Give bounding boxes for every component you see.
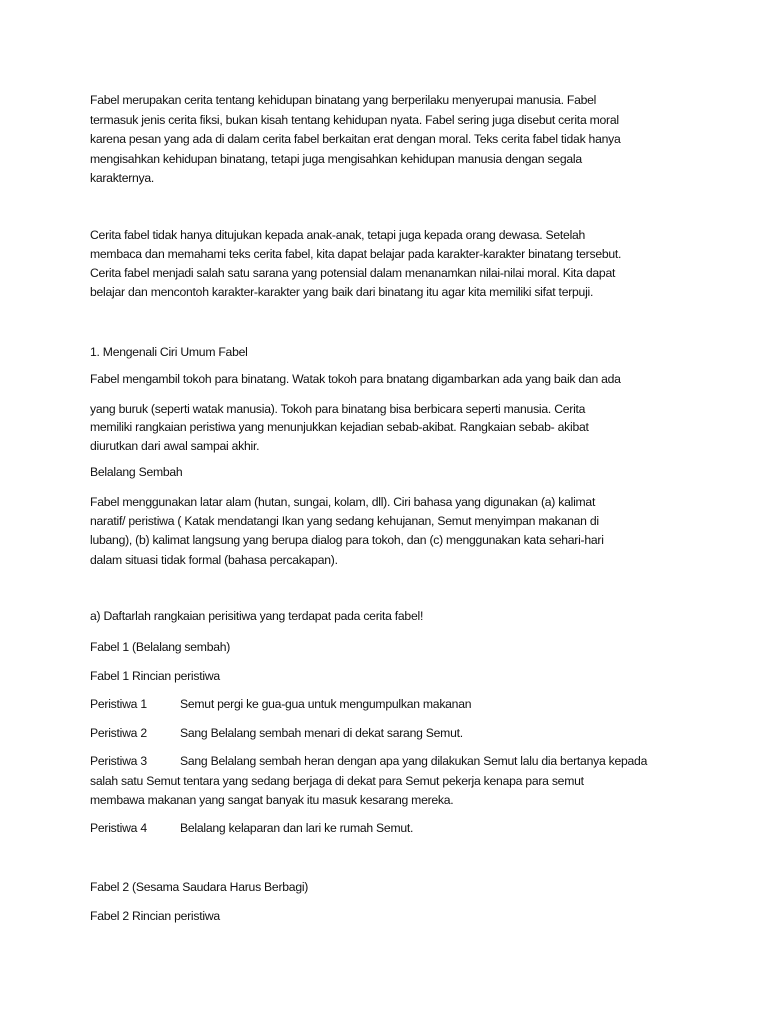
paragraph-line: lubang), (b) kalimat langsung yang berupa dialog para tokoh, dan (c) menggunakan kata sehari-hari (90, 533, 604, 547)
paragraph-line: termasuk jenis cerita fiksi, bukan kisah tentang kehidupan nyata. Fabel sering juga disebut cerita moral (90, 113, 619, 127)
event-text: Semut pergi ke gua-gua untuk mengumpulkan makanan (180, 697, 472, 711)
paragraph-line: Fabel mengambil tokoh para binatang. Watak tokoh para bnatang digambarkan ada yang baik dan ada (90, 372, 621, 386)
event-label: Peristiwa 3 (90, 754, 147, 768)
event-text-continued: salah satu Semut tentara yang sedang berjaga di dekat para Semut pekerja kenapa para semut (90, 774, 584, 788)
paragraph-line: Cerita fabel menjadi salah satu sarana yang potensial dalam menanamkan nilai-nilai moral. Kita dapat (90, 266, 616, 280)
fabel-2-title: Fabel 2 (Sesama Saudara Harus Berbagi) (90, 880, 309, 894)
event-label: Peristiwa 1 (90, 697, 147, 711)
event-text-continued: membawa makanan yang sangat banyak itu masuk kesarang mereka. (90, 793, 454, 807)
paragraph-line: naratif/ peristiwa ( Katak mendatangi Ikan yang sedang kehujanan, Semut menyimpan makanan di (90, 514, 599, 528)
paragraph-line: yang buruk (seperti watak manusia). Tokoh para binatang bisa berbicara seperti manusia. Cerita (90, 402, 586, 416)
paragraph-line: diurutkan dari awal sampai akhir. (90, 439, 260, 453)
paragraph-line: dalam situasi tidak formal (bahasa percakapan). (90, 553, 338, 567)
fabel-2-detail-heading: Fabel 2 Rincian peristiwa (90, 909, 220, 923)
event-text: Belalang kelaparan dan lari ke rumah Semut. (180, 821, 414, 835)
task-question: a) Daftarlah rangkaian perisitiwa yang terdapat pada cerita fabel! (90, 609, 424, 623)
event-label: Peristiwa 4 (90, 821, 147, 835)
paragraph-line: membaca dan memahami teks cerita fabel, kita dapat belajar pada karakter-karakter binatang tersebut. (90, 247, 622, 261)
event-text: Sang Belalang sembah heran dengan apa yang dilakukan Semut lalu dia bertanya kepada (180, 754, 648, 768)
event-label: Peristiwa 2 (90, 726, 147, 740)
paragraph-line: mengisahkan kehidupan binatang, tetapi juga mengisahkan kehidupan manusia dengan segala (90, 152, 582, 166)
paragraph-line: memiliki rangkaian peristiwa yang menunjukkan kejadian sebab-akibat. Rangkaian sebab- akibat (90, 420, 589, 434)
fabel-1-title: Fabel 1 (Belalang sembah) (90, 640, 231, 654)
section-heading: 1. Mengenali Ciri Umum Fabel (90, 345, 248, 359)
paragraph-line: Fabel menggunakan latar alam (hutan, sungai, kolam, dll). Ciri bahasa yang digunakan (a) kalimat (90, 495, 596, 509)
fabel-1-detail-heading: Fabel 1 Rincian peristiwa (90, 669, 220, 683)
paragraph-line: belajar dan mencontoh karakter-karakter yang baik dari binatang itu agar kita memiliki sifat terpuji. (90, 285, 594, 299)
paragraph-line: karena pesan yang ada di dalam cerita fabel berkaitan erat dengan moral. Teks cerita fabel tidak hanya (90, 132, 621, 146)
event-text: Sang Belalang sembah menari di dekat sarang Semut. (180, 726, 463, 740)
paragraph-line: Cerita fabel tidak hanya ditujukan kepada anak-anak, tetapi juga kepada orang dewasa. Setelah (90, 228, 586, 242)
subheading: Belalang Sembah (90, 465, 183, 479)
paragraph-line: karakternya. (90, 171, 155, 185)
paragraph-line: Fabel merupakan cerita tentang kehidupan binatang yang berperilaku menyerupai manusia. Fabel (90, 93, 597, 107)
